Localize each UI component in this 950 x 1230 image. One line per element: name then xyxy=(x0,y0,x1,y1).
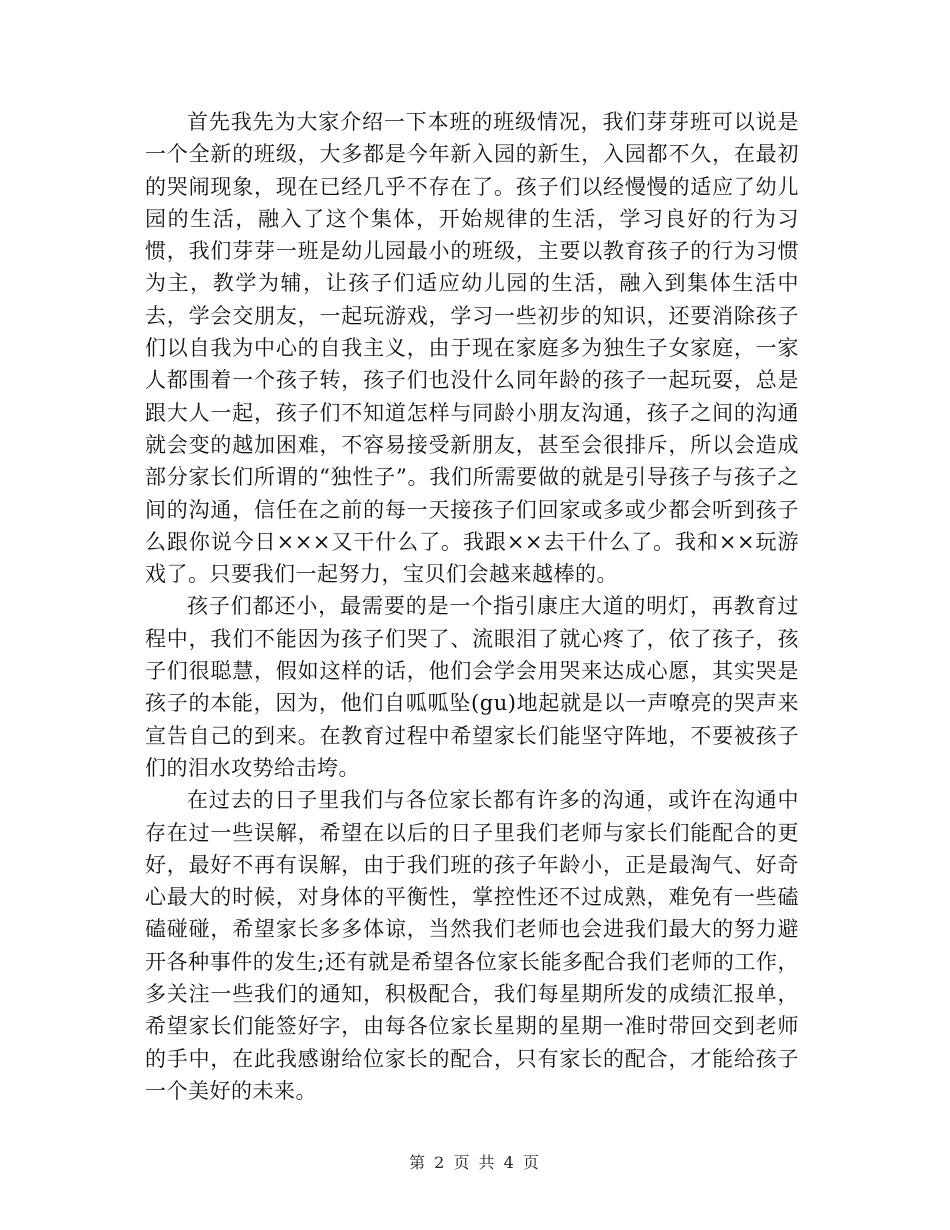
paragraph-crying-guidance: 孩子们都还小，最需要的是一个指引康庄大道的明灯，再教育过程中，我们不能因为孩子们哭了、流眼泪了就心疼了，依了孩子，孩子们很聪慧，假如这样的话，他们会学会用哭来达成心愿，其实哭是孩子的本能，因为，他们自呱呱坠(gu)地起就是以一声嘹亮的哭声来宣告自己的到来。在教育过程中希望家长们能坚守阵地，不要被孩子们的泪水攻势给击垮。 xyxy=(145,594,799,780)
document-body xyxy=(145,106,799,1107)
paragraph-parent-cooperation: 在过去的日子里我们与各位家长都有许多的沟通，或许在沟通中存在过一些误解，希望在以后的日子里我们老师与家长们能配合的更好，最好不再有误解，由于我们班的孩子年龄小，正是最淘气、好奇心最大的时候，对身体的平衡性，掌控性还不过成熟，难免有一些磕磕碰碰，希望家长多多体谅，当然我们老师也会进我们最大的努力避开各种事件的发生;还有就是希望各位家长能多配合我们老师的工作，多关注一些我们的通知，积极配合，我们每星期所发的成绩汇报单，希望家长们能签好字，由每各位家长星期的星期一准时带回交到老师的手中，在此我感谢给位家长的配合，只有家长的配合，才能给孩子一个美好的未来。 xyxy=(145,788,799,1103)
paragraph-class-intro: 首先我先为大家介绍一下本班的班级情况，我们芽芽班可以说是一个全新的班级，大多都是今年新入园的新生，入园都不久，在最初的哭闹现象，现在已经几乎不存在了。孩子们以经慢慢的适应了幼儿园的生活，融入了这个集体，开始规律的生活，学习良好的行为习惯，我们芽芽一班是幼儿园最小的班级，主要以教育孩子的行为习惯为主，教学为辅，让孩子们适应幼儿园的生活，融入到集体生活中去，学会交朋友，一起玩游戏，学习一些初步的知识，还要消除孩子们以自我为中心的自我主义，由于现在家庭多为独生子女家庭，一家人都围着一个孩子转，孩子们也没什么同年龄的孩子一起玩耍，总是跟大人一起，孩子们不知道怎样与同龄小朋友沟通，孩子之间的沟通就会变的越加困难，不容易接受新朋友，甚至会很排斥，所以会造成部分家长们所谓的“独性子”。我们所需要做的就是引导孩子与孩子之间的沟通，信任在之前的每一天接孩子们回家或多或少都会听到孩子么跟你说今日×××又干什么了。我跟××去干什么了。我和××玩游戏了。只要我们一起努力，宝贝们会越来越棒的。 xyxy=(145,110,799,587)
page-number-footer: 第 2 页 共 4 页 xyxy=(409,1153,541,1172)
